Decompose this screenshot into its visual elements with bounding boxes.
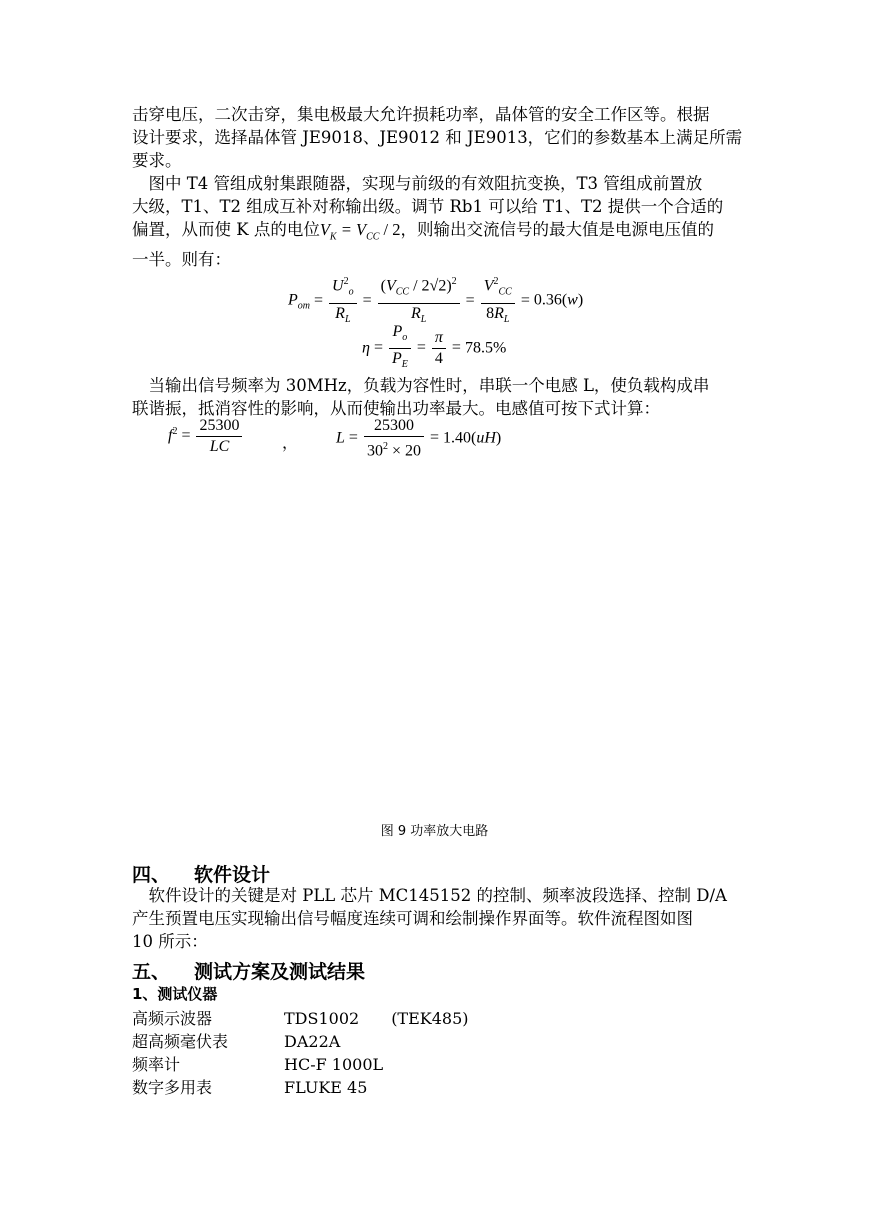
paragraph-software-design bbox=[132, 884, 740, 953]
instrument-row: 数字多用表 FLUKE 45 bbox=[132, 1078, 368, 1097]
paragraph-series-resonance bbox=[132, 374, 740, 420]
instrument-row: 高频示波器 TDS1002 (TEK485) bbox=[132, 1009, 469, 1028]
text-line: 图中 T4 管组成射集跟随器，实现与前级的有效阻抗变换，T3 管组成前置放 bbox=[132, 174, 703, 193]
paragraph-transistor-params bbox=[132, 103, 743, 172]
text-line: 要求。 bbox=[132, 151, 182, 170]
equation-inductance: L = $\frac{25300}{30^2 \times 20}$ = 1.40(uH) bbox=[336, 417, 502, 460]
text-line: 联谐振，抵消容性的影响，从而使输出功率最大。电感值可按下式计算： bbox=[132, 399, 660, 418]
text-line-with-formula: 偏置，从而使 K 点的电位$V_K = V_{CC} / 2$，则输出交流信号的最大值是电源电压值的 bbox=[132, 220, 714, 243]
subsection-heading-instruments: 1、测试仪器 bbox=[132, 985, 218, 1003]
equation-frequency: $f^2$ = $\frac{25300}{LC}$ bbox=[168, 416, 244, 457]
equation-output-power: $P_{om}$ = $\frac{U^2_o}{R_L}$ = $\frac{(V_{CC} / 2√2)^2}{R_L}$ = $\frac{V^2_{CC}}{8R_L}$ = 0.36(w) bbox=[288, 272, 583, 330]
text-line: 设计要求，选择晶体管 JE9018、JE9012 和 JE9013，它们的参数基本上满足所需 bbox=[132, 128, 743, 147]
text-line: 当输出信号频率为 30MHz，负载为容性时，串联一个电感 L，使负载构成串 bbox=[132, 376, 710, 395]
inline-formula-vk: $V_K = V_{CC} / 2$ bbox=[319, 220, 401, 243]
text-line: 大级，T1、T2 组成互补对称输出级。调节 Rb1 可以给 T1、T2 提供一个合适的 bbox=[132, 197, 724, 216]
text-line: 产生预置电压实现输出信号幅度连续可调和绘制操作界面等。软件流程图如图 bbox=[132, 909, 693, 928]
figure-caption: 图 9 功率放大电路 bbox=[380, 824, 489, 839]
paragraph-circuit-description bbox=[132, 172, 740, 271]
section-heading-software: 四、 软件设计 bbox=[132, 864, 271, 886]
text-line: 软件设计的关键是对 PLL 芯片 MC145152 的控制、频率波段选择、控制 D/A bbox=[132, 886, 727, 905]
text-line: 击穿电压，二次击穿，集电极最大允许损耗功率，晶体管的安全工作区等。根据 bbox=[132, 105, 710, 124]
instrument-row: 超高频毫伏表 DA22A bbox=[132, 1032, 341, 1051]
instrument-row: 频率计 HC-F 1000L bbox=[132, 1055, 384, 1074]
section-heading-testing: 五、 测试方案及测试结果 bbox=[132, 961, 366, 983]
equation-separator: ， bbox=[282, 435, 299, 452]
text-line: 一半。则有： bbox=[132, 250, 231, 270]
text-line: 10 所示： bbox=[132, 932, 208, 951]
equation-efficiency: η = $\frac{P_o}{P_E}$ = $\frac{\pi}{4}$ = 78.5% bbox=[362, 323, 507, 371]
